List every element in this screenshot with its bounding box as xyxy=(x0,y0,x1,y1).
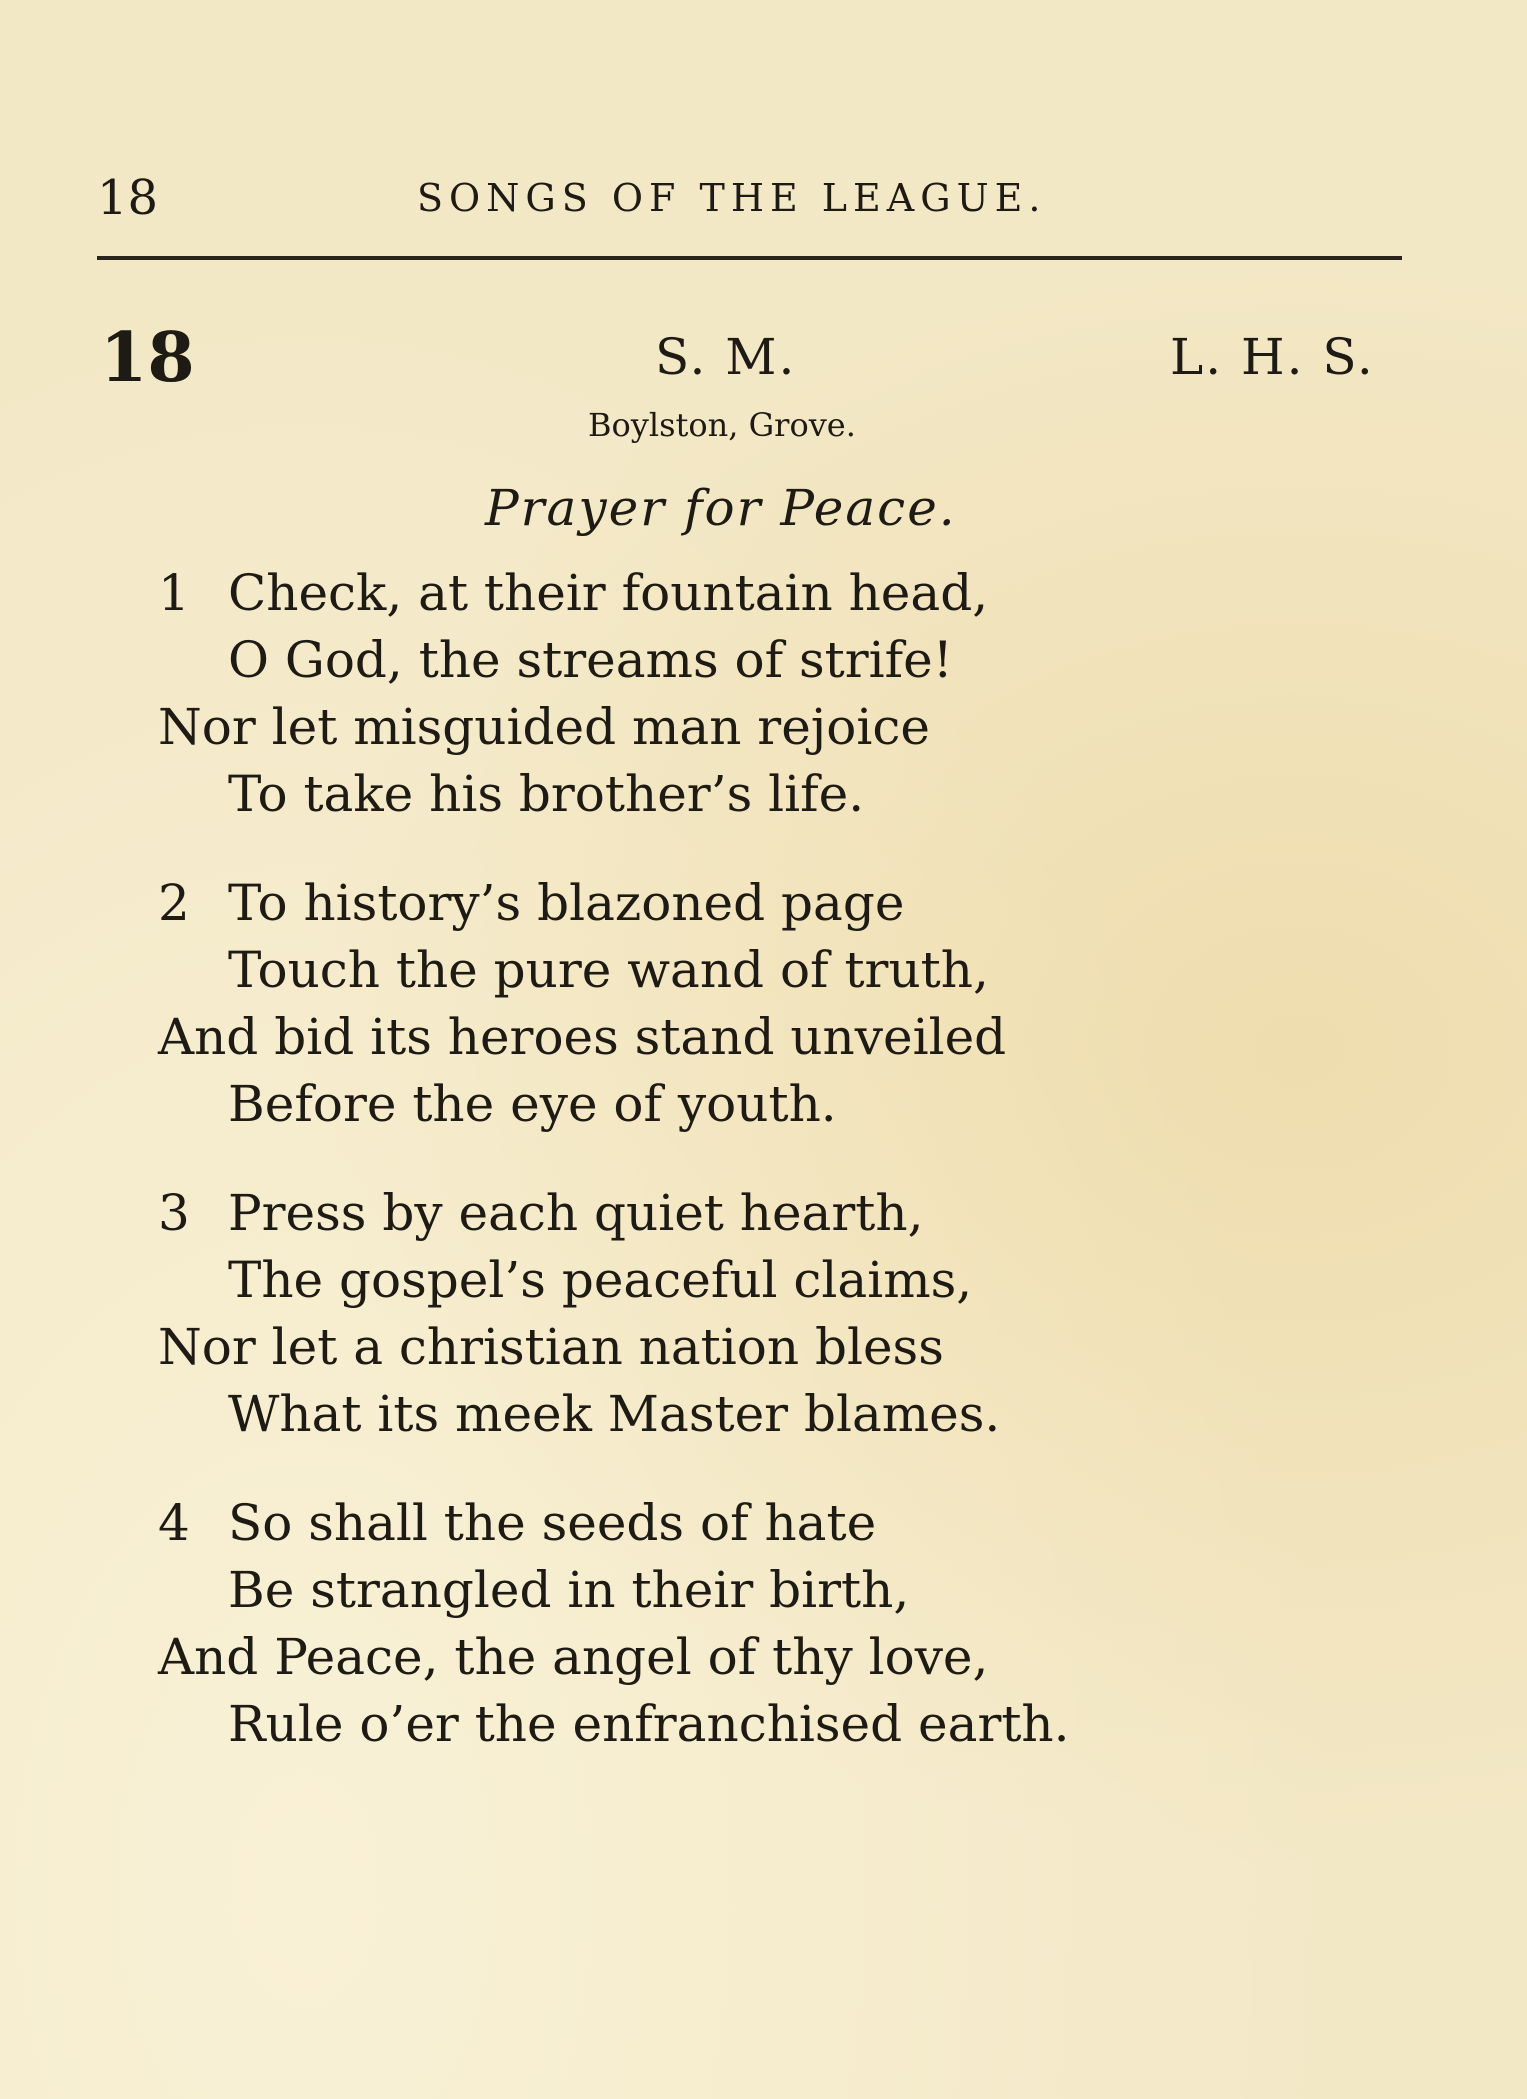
verse-line xyxy=(158,560,1358,627)
verse-line-text: To history’s blazoned page xyxy=(228,874,905,932)
hymn-meter: S. M. xyxy=(655,328,797,386)
hymn-title: Prayer for Peace. xyxy=(485,479,957,537)
running-title: SONGS OF THE LEAGUE. xyxy=(417,176,1047,220)
verse-line: To take his brother’s life. xyxy=(228,765,865,823)
verse-line-text: So shall the seeds of hate xyxy=(228,1494,877,1552)
page-number: 18 xyxy=(97,170,159,226)
verse-line: Nor let a christian nation bless xyxy=(158,1318,944,1376)
verse-line xyxy=(158,1490,1358,1557)
verse-2 xyxy=(158,870,1358,1138)
verse-number: 3 xyxy=(158,1184,190,1242)
verse-4 xyxy=(158,1490,1358,1758)
author-initials: L. H. S. xyxy=(1170,328,1375,386)
verse-number: 4 xyxy=(158,1494,190,1552)
verse-line: Before the eye of youth. xyxy=(228,1075,837,1133)
running-header xyxy=(97,168,1402,228)
verse-line: Be strangled in their birth, xyxy=(228,1561,910,1619)
verse-line: O God, the streams of strife! xyxy=(228,631,953,689)
verse-1 xyxy=(158,560,1358,828)
verse-number: 1 xyxy=(158,564,190,622)
verse-line: Rule o’er the enfranchised earth. xyxy=(228,1695,1070,1753)
verse-line: Touch the pure wand of truth, xyxy=(228,941,989,999)
verse-line: Nor let misguided man rejoice xyxy=(158,698,930,756)
hymn-number: 18 xyxy=(100,318,195,398)
tune-names: Boylston, Grove. xyxy=(588,406,856,444)
verse-line-text: Press by each quiet hearth, xyxy=(228,1184,924,1242)
verse-line xyxy=(158,870,1358,937)
verse-line-text: Check, at their fountain head, xyxy=(228,564,989,622)
verses xyxy=(158,560,1358,1800)
verse-line: And Peace, the angel of thy love, xyxy=(158,1628,989,1686)
header-rule xyxy=(97,256,1402,260)
verse-line: And bid its heroes stand unveiled xyxy=(158,1008,1007,1066)
verse-line xyxy=(158,1180,1358,1247)
verse-3 xyxy=(158,1180,1358,1448)
verse-line: What its meek Master blames. xyxy=(228,1385,1001,1443)
verse-line: The gospel’s peaceful claims, xyxy=(228,1251,973,1309)
verse-number: 2 xyxy=(158,874,190,932)
